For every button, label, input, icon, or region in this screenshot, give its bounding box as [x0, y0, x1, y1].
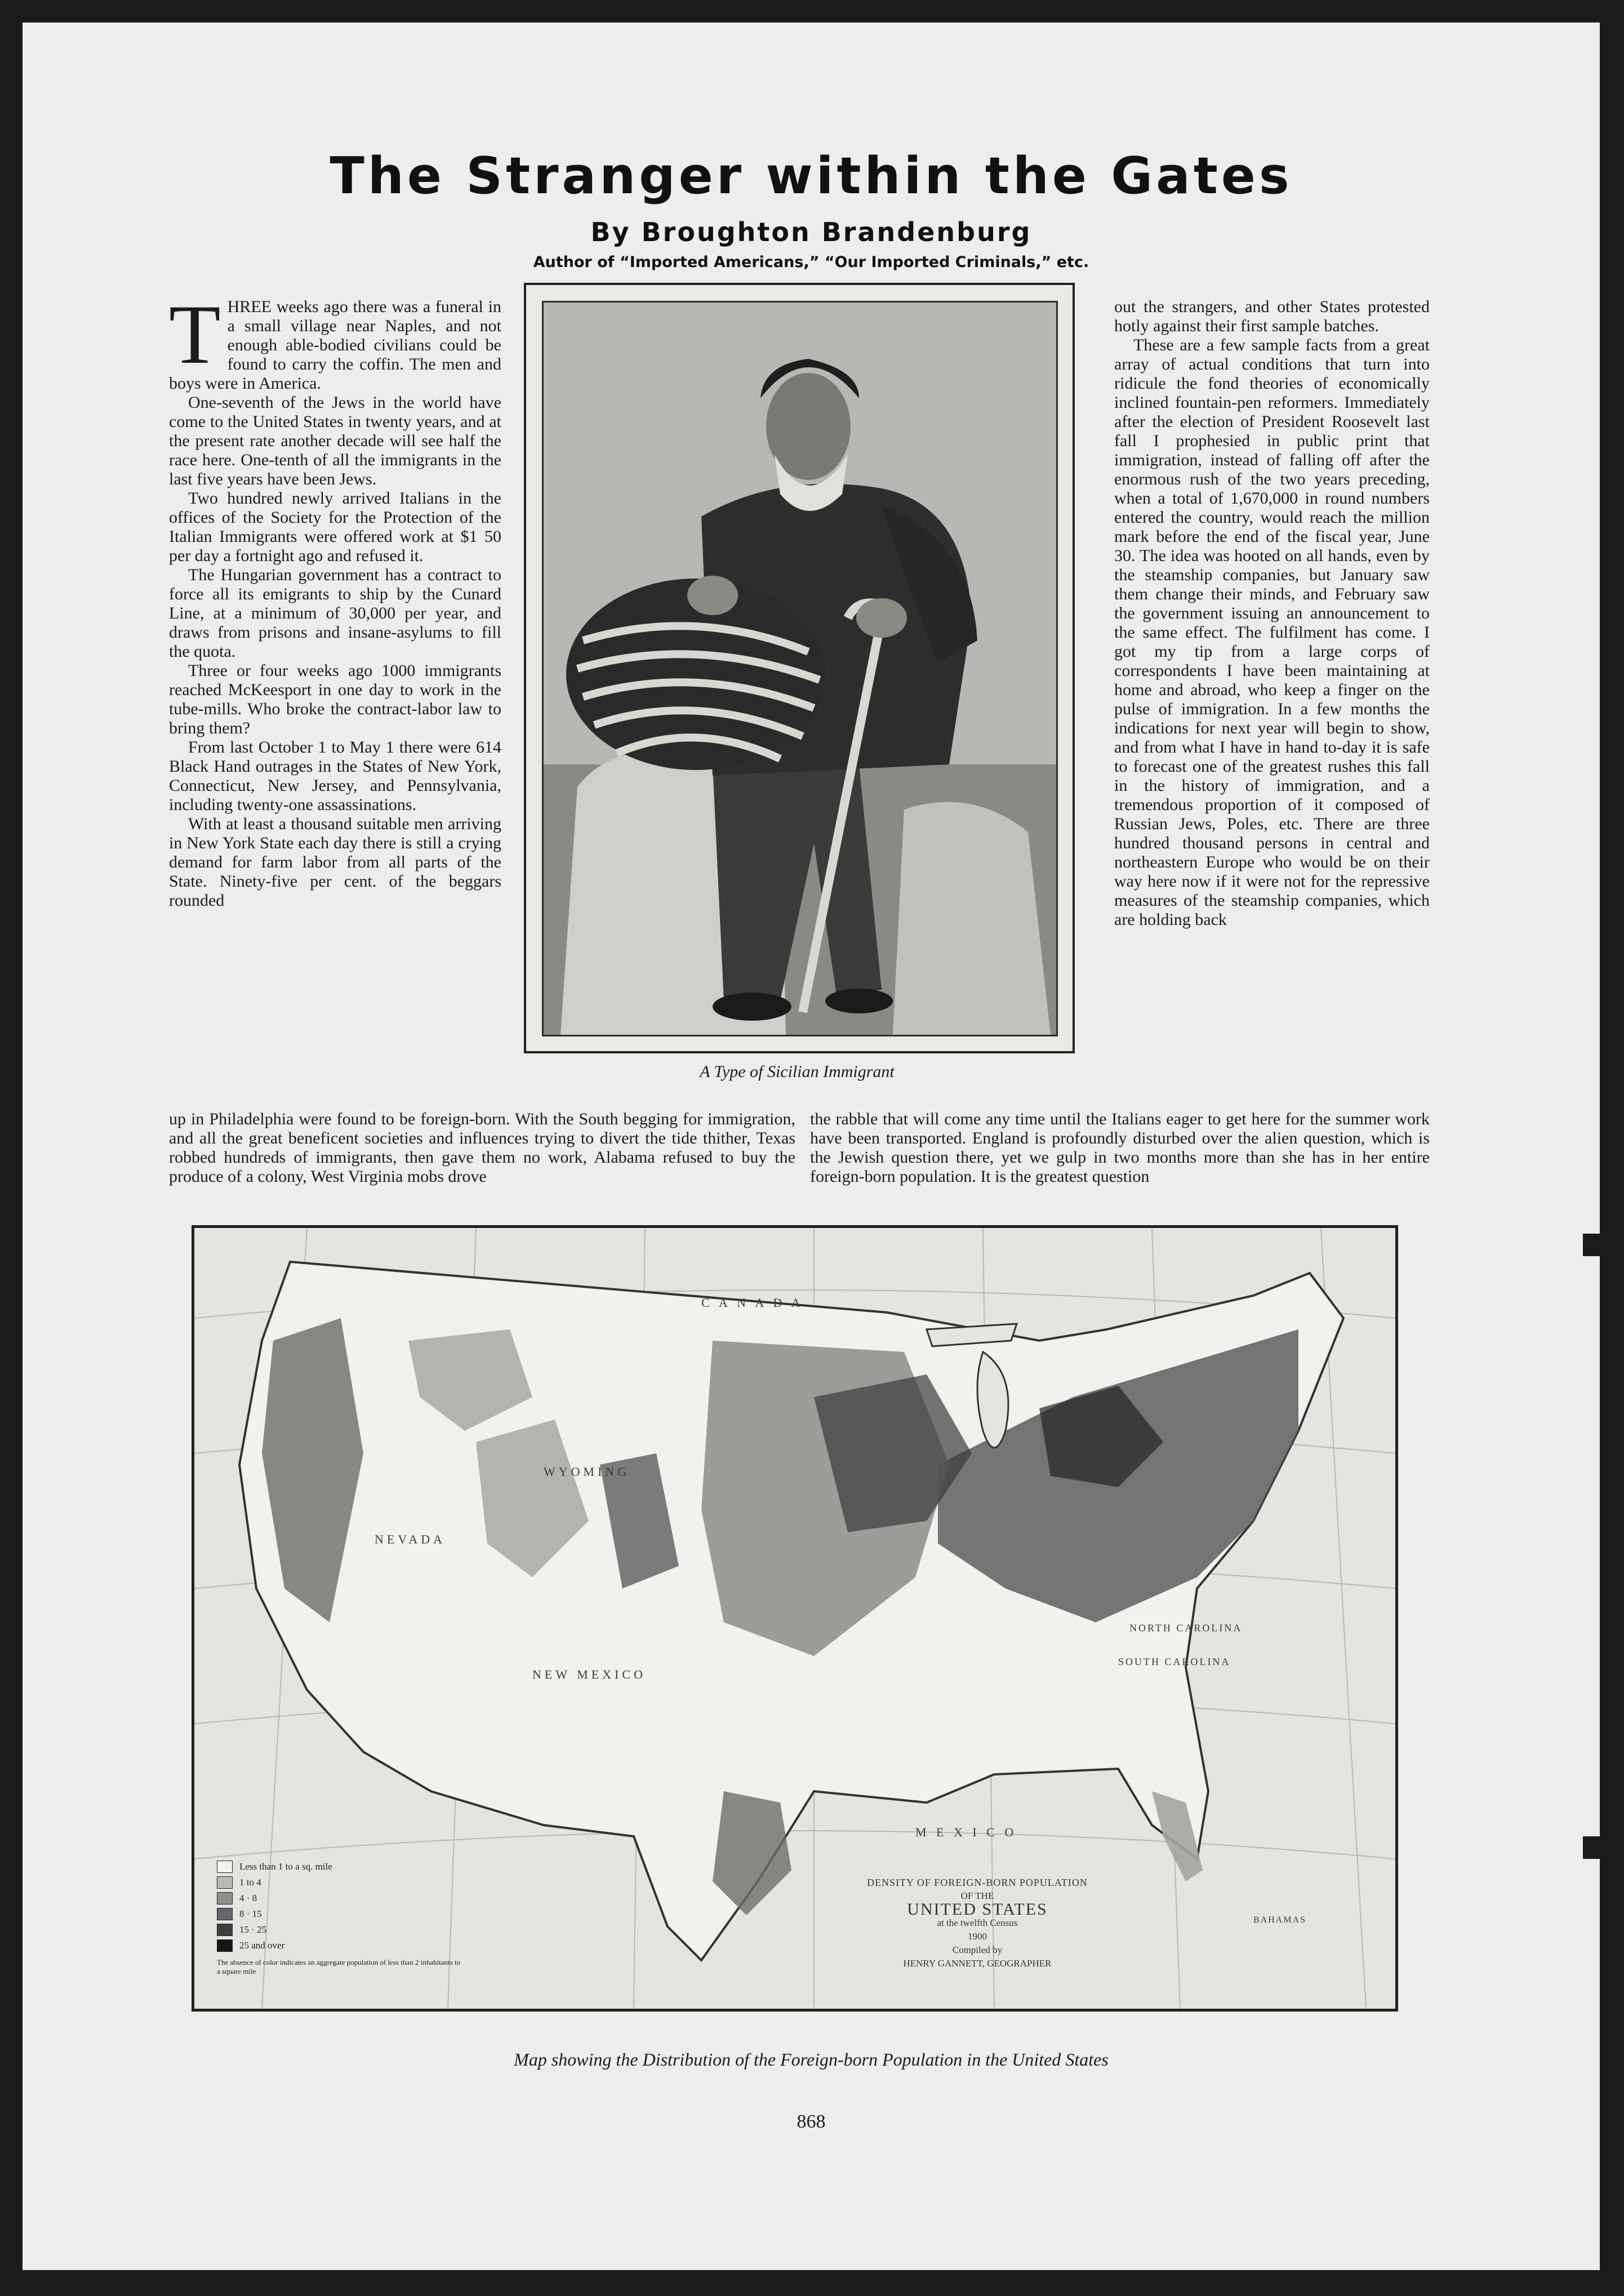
legend-label: 4 · 8 [239, 1893, 257, 1903]
legend-label: 1 to 4 [239, 1877, 261, 1888]
map-legend [217, 1859, 465, 1976]
legend-label: 25 and over [239, 1940, 285, 1951]
binding-tear [1583, 1234, 1600, 1256]
bottom-left-text: up in Philadelphia were found to be foreign-born. With the South begging for immigration, and all the great beneficent societies and influences trying to divert the tide thither, Texas robbed hundreds of immigrants, then gave them no work, Alabama refused to buy the produce of a colony, West Virginia mobs drove [169, 1110, 795, 1186]
photo-caption: A Type of Sicilian Immigrant [700, 1062, 895, 1081]
magazine-page [23, 23, 1600, 2270]
paragraph: Three or four weeks ago 1000 immigrants reached McKeesport in one day to work in the tube-mills. Who broke the contract-labor law to bring them? [169, 661, 501, 737]
foreign-born-population-map [192, 1225, 1398, 2012]
map-label-north-carolina: NORTH CAROLINA [1129, 1622, 1243, 1634]
map-title-line: at the twelfth Census [937, 1917, 1018, 1928]
legend-row [217, 1875, 465, 1890]
article-title: The Stranger within the Gates [330, 146, 1293, 206]
legend-row [217, 1938, 465, 1954]
paragraph: THREE weeks ago there was a funeral in a small village near Naples, and not enough able-bodied civilians could be found to carry the coffin. The men and boys were in America. [169, 288, 501, 393]
paragraph: With at least a thousand suitable men arriving in New York State each day there is still a crying demand for farm labor from all parts of the State. Ninety-five per cent. of the beggars rounded [169, 815, 501, 910]
page-number: 868 [797, 2111, 826, 2132]
photo-illustration [544, 302, 1056, 1035]
map-label-bahamas: BAHAMAS [1253, 1915, 1307, 1925]
map-title-line: DENSITY OF FOREIGN-BORN POPULATION [867, 1877, 1088, 1888]
map-label-mexico: M E X I C O [915, 1825, 1017, 1839]
map-caption: Map showing the Distribution of the Foreign-born Population in the United States [514, 2049, 1109, 2070]
map-title-block [837, 1876, 1118, 1970]
sicilian-immigrant-photo [542, 301, 1058, 1036]
legend-row [217, 1859, 465, 1875]
photo-frame [524, 283, 1075, 1053]
legend-swatch [217, 1908, 233, 1920]
legend-label: 15 · 25 [239, 1924, 267, 1935]
paragraph: out the strangers, and other States protested hotly against their first sample batches. [1114, 297, 1430, 335]
legend-row [217, 1906, 465, 1922]
legend-swatch [217, 1861, 233, 1873]
map-label-new-mexico: NEW MEXICO [532, 1667, 646, 1681]
paragraph: From last October 1 to May 1 there were 614 Black Hand outrages in the States of New York, Connecticut, New Jersey, and Pennsylvania, including twenty-one assassinations. [169, 738, 501, 814]
paragraph: These are a few sample facts from a great array of actual conditions that turn into ridicule the fond theories of economically inclined fountain-pen reformers. Immediately after the election of President Roosevelt last fall I prophesied in public print that immigration, instead of falling off after the enormous rush of the two years preceding, when a total of 1,670,000 in round numbers entered the country, would reach the million mark before the end of the fiscal year, June 30. The idea was hooted on all hands, even by the steamship companies, but January saw them change their minds, and February saw the government issuing an announcement to the same effect. The fulfilment has come. I got my tip from a large corps of correspondents I have been maintaining at home and abroad, who keep a finger on the pulse of immigration. In a few months the indications for next year will begin to show, and from what I have in hand to-day it is safe to forecast one of the greatest rushes this fall in the history of immigration, and a tremendous proportion of it composed of Russian Jews, Poles, etc. There are three hundred thousand persons in central and northeastern Europe who would be on their way here now if it were not for the repressive measures of the steamship companies, which are holding back [1114, 336, 1430, 929]
legend-swatch [217, 1939, 233, 1952]
map-title-line: HENRY GANNETT, GEOGRAPHER [903, 1958, 1052, 1969]
right-column [1114, 297, 1430, 929]
map-title-line: OF THE [960, 1890, 994, 1901]
paragraph: One-seventh of the Jews in the world have come to the United States in twenty years, and at the present rate another decade will see half the race here. One-tenth of all the immigrants in the last five years have been Jews. [169, 393, 501, 488]
legend-swatch [217, 1924, 233, 1936]
map-label-south-carolina: SOUTH CAROLINA [1118, 1656, 1231, 1667]
map-label-wyoming: WYOMING [544, 1465, 630, 1479]
map-label-nevada: NEVADA [375, 1532, 446, 1546]
map-label-canada: C A N A D A [701, 1296, 804, 1310]
paragraph: The Hungarian government has a contract to force all its emigrants to ship by the Cunard Line, at a minimum of 30,000 per year, and draws from prisons and insane-asylums to fill the quota. [169, 566, 501, 661]
map-title-line: UNITED STATES [907, 1900, 1048, 1919]
legend-swatch [217, 1892, 233, 1905]
bottom-right-text: the rabble that will come any time until the Italians eager to get here for the summer work have been transported. England is profoundly disturbed over the alien question, which is the Jewish question there, yet we gulp in two months more than she has in her entire foreign-born population. It is the greatest question [810, 1110, 1430, 1186]
binding-tear [1583, 1836, 1600, 1859]
legend-row [217, 1922, 465, 1938]
author-note: Author of “Imported Americans,” “Our Imported Criminals,” etc. [533, 253, 1089, 271]
legend-label: 8 · 15 [239, 1908, 262, 1919]
legend-swatch [217, 1876, 233, 1889]
legend-label: Less than 1 to a sq. mile [239, 1861, 332, 1872]
left-column [169, 288, 501, 910]
legend-note: The absence of color indicates an aggregate population of less than 2 inhabitants to a square mile [217, 1958, 461, 1975]
legend-row [217, 1890, 465, 1906]
map-title-line: 1900 [968, 1931, 987, 1942]
map-title-line: Compiled by [952, 1945, 1003, 1955]
paragraph: Two hundred newly arrived Italians in the offices of the Society for the Protection of the Italian Immigrants were offered work at $1 50 per day a fortnight ago and refused it. [169, 489, 501, 565]
article-byline: By Broughton Brandenburg [590, 217, 1032, 247]
drop-cap: T [169, 288, 221, 381]
